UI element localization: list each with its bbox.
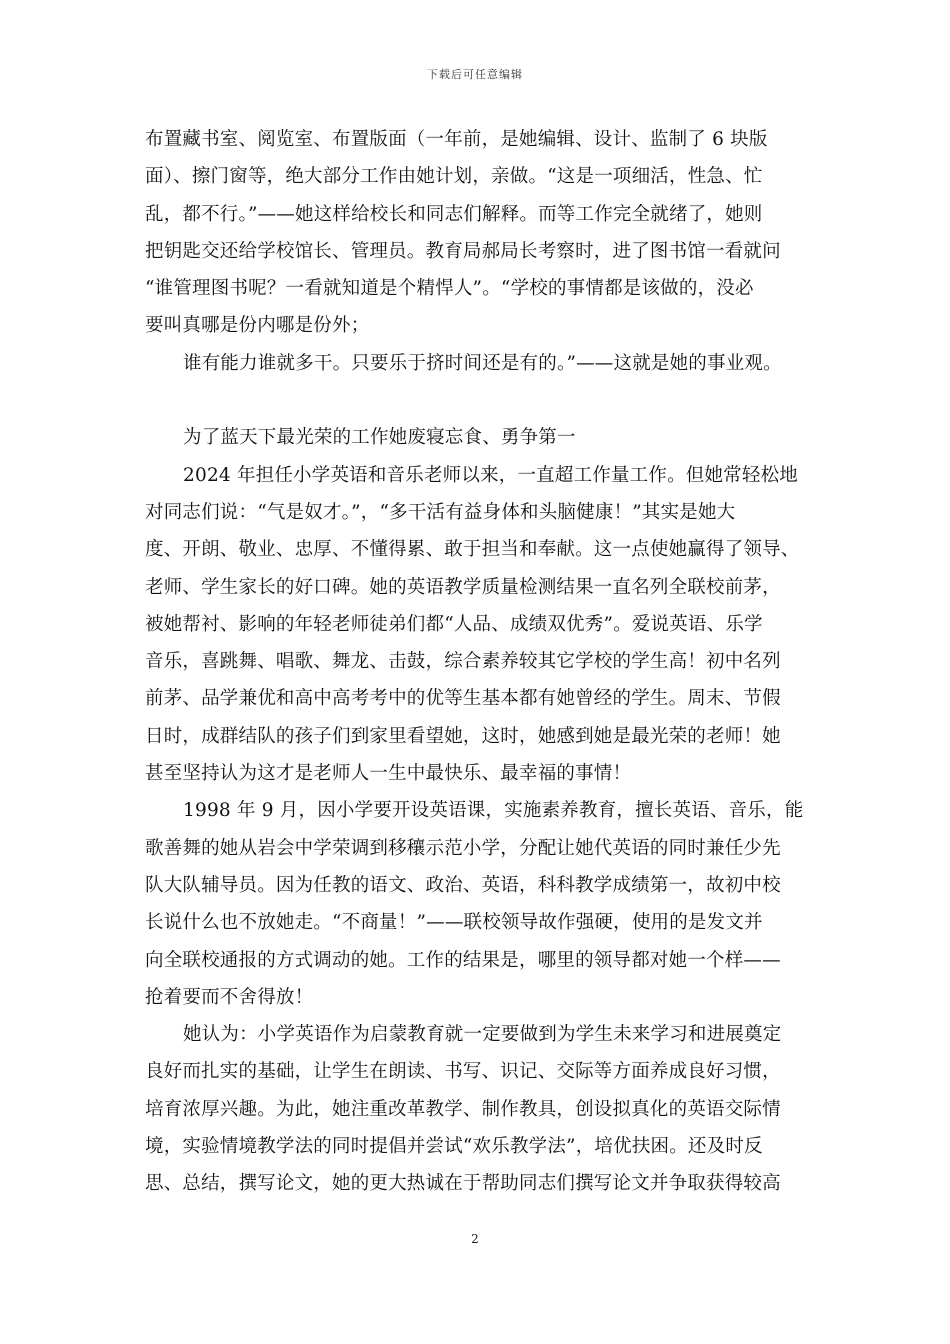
text-line: 境，实验情境教学法的同时提倡并尝试“欢乐教学法”，培优扶困。还及时反 [145,1136,763,1158]
text-line: 把钥匙交还给学校馆长、管理员。教育局郝局长考察时，进了图书馆一看就问 [145,240,781,262]
text-line: 她认为：小学英语作为启蒙教育就一定要做到为学生未来学习和进展奠定 [183,1024,782,1046]
text-line: 乱，都不行。”——她这样给校长和同志们解释。而等工作完全就绪了，她则 [145,203,763,225]
text-line: 被她帮衬、影响的年轻老师徒弟们都“人品、成绩双优秀”。爱说英语、乐学 [145,613,763,635]
text-line: 要叫真哪是份内哪是份外； [145,315,370,337]
text-line: 队大队辅导员。因为任教的语文、政治、英语，科科教学成绩第一，故初中校 [145,874,781,896]
blank-line [145,382,810,419]
text-line: 甚至坚持认为这才是老师人一生中最快乐、最幸福的事情！ [145,763,632,785]
text-line: 抢着要而不舍得放！ [145,986,314,1008]
text-line: 谁有能力谁就多干。只要乐于挤时间还是有的。”——这就是她的事业观。 [183,352,782,374]
page-number: 2 [471,1232,479,1246]
text-line: 2024 年担任小学英语和音乐老师以来，一直超工作量工作。但她常轻松地 [183,464,798,486]
text-line: 向全联校通报的方式调动的她。工作的结果是，哪里的领导都对她一个样—— [145,949,781,971]
text-line: “谁管理图书呢？一看就知道是个精悍人”。“学校的事情都是该做的，没必 [145,278,754,300]
text-line: 为了蓝天下最光荣的工作她废寝忘食、勇争第一 [183,427,576,449]
text-line: 日时，成群结队的孩子们到家里看望她，这时，她感到她是最光荣的老师！她 [145,725,781,747]
text-line: 培育浓厚兴趣。为此，她注重改革教学、制作教具，创设拟真化的英语交际情 [145,1098,781,1120]
text-line: 面）、擦门窗等，绝大部分工作由她计划，亲做。“这是一项细活，性急、忙 [145,166,763,188]
text-line: 长说什么也不放她走。“不商量！”——联校领导故作强硬，使用的是发文并 [145,912,763,934]
text-line: 度、开朗、敬业、忠厚、不懂得累、敢于担当和奉献。这一点使她赢得了领导、 [145,539,800,561]
page-header: 下载后可任意编辑 [427,68,523,81]
text-line: 1998 年 9 月，因小学要开设英语课，实施素养教育，擅长英语、音乐，能 [183,800,804,822]
text-line: 良好而扎实的基础，让学生在朗读、书写、识记、交际等方面养成良好习惯， [145,1061,781,1083]
document-body [145,121,810,1203]
text-line: 思、总结，撰写论文，她的更大热诚在于帮助同志们撰写论文并争取获得较高 [145,1173,781,1195]
text-line: 老师、学生家长的好口碑。她的英语教学质量检测结果一直名列全联校前茅， [145,576,781,598]
text-line: 布置藏书室、阅览室、布置版面（一年前，是她编辑、设计、监制了 6 块版 [145,129,768,150]
text-line: 歌善舞的她从岩会中学荣调到移穰示范小学，分配让她代英语的同时兼任少先 [145,837,781,859]
text-line: 前茅、品学兼优和高中高考考中的优等生基本都有她曾经的学生。周末、节假 [145,688,781,710]
text-line: 音乐，喜跳舞、唱歌、舞龙、击鼓，综合素养较其它学校的学生高！初中名列 [145,651,781,673]
text-line: 对同志们说：“气是奴才。”，“多干活有益身体和头脑健康！”其实是她大 [145,501,736,523]
